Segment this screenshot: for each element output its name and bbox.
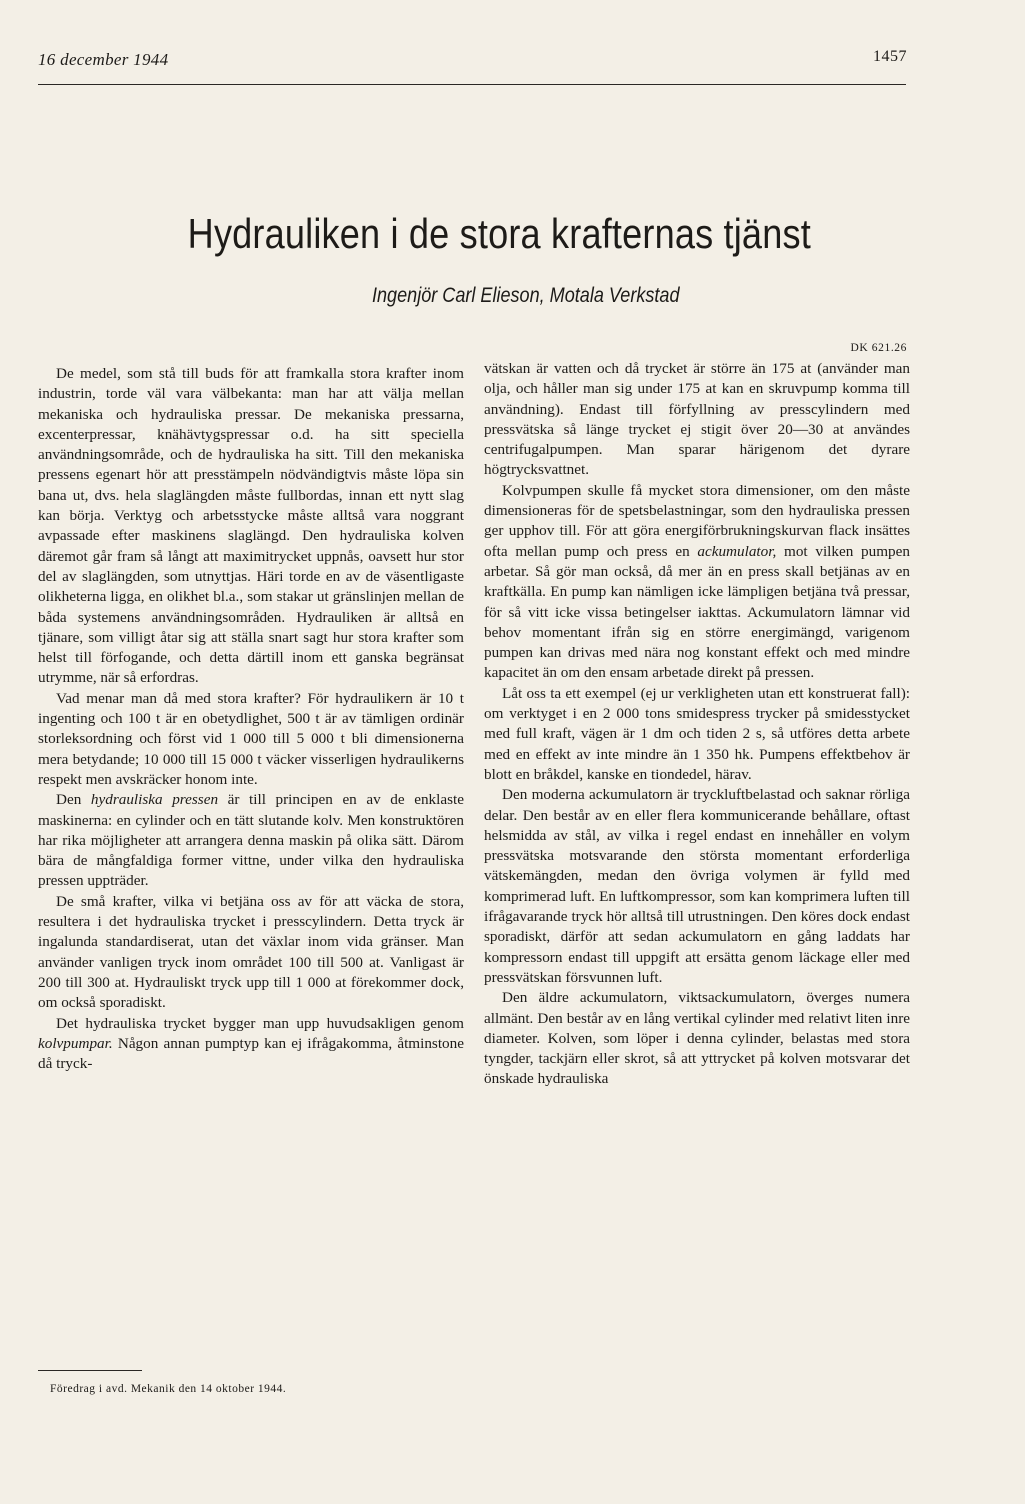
paragraph: De medel, som stå till buds för att framkalla stora krafter inom industrin, torde väl vara välbekanta: man har att välja mellan mekaniska och hydrauliska pressar. De mekaniska pressarna, excenterpressar, knähävtygspressar o.d. ha sitt speciella användningsområde, och de hydrauliska ha sitt. Till den mekaniska pressens egenart hör att presstämpeln nödvändigtvis måste löpa sin bana ut, dvs. hela slaglängden måste fullbordas, innan ett nytt slag kan börja. Verktyg och arbetsstycke måste alltså vara noggrant avpassade efter maskinens slaglängd. Den hydrauliska kolven däremot går fram så långt att maximitrycket uppnås, oavsett hur stor del av slaglängden, som utnyttjas. Häri torde en av de väsentligaste olikheterna ligga, en olikhet bl.a., som stakar ut gränslinjen mellan de båda systemens användningsområden. Hydrauliken är alltså en tjänare, som villigt åtar sig att ställa snart sagt hur stora krafter som helst till förfogande, och detta därtill inom ett ganska begränsat utrymme, när så erfordras. bbox=[38, 365, 464, 687]
text-run: Kolvpumpen skulle få mycket stora dimensioner, om den måste dimensioneras för de spetsbelastningar, som den hydrauliska pressen ger upphov till. För att göra energiförbrukningskurvan flack insättes ofta mellan pump och press en bbox=[484, 481, 910, 560]
header-rule bbox=[38, 84, 906, 85]
text-run: Någon annan pumptyp kan ej ifrågakomma, åtminstone då tryck- bbox=[38, 1034, 464, 1073]
emphasized-term: kolvpumpar. bbox=[38, 1034, 113, 1052]
paragraph: De små krafter, vilka vi betjäna oss av för att väcka de stora, resultera i det hydrauliska trycket i presscylindern. Detta tryck är ingalunda standardiserat, utan det växlar inom vida gränser. Man använder vanligen tryck inom området 100 till 500 at. Vanligast är 200 till 300 at. Hydrauliskt tryck upp till 1 000 at förekommer dock, om också sporadiskt. bbox=[38, 892, 464, 1012]
paragraph: Låt oss ta ett exempel (ej ur verkligheten utan ett konstruerat fall): om verktyget i en 2 000 tons smidespress trycker på smidesstycket med full kraft, vägen är 1 dm och tiden 2 s, så utföres detta arbete med en effekt av inte mindre än 1 350 hk. Pumpens effektbehov är blott en bråkdel, kanske en tiondedel, härav. bbox=[484, 684, 910, 783]
emphasized-term: ackumulator, bbox=[697, 542, 777, 560]
page-number: 1457 bbox=[873, 48, 907, 65]
paragraph: Vad menar man då med stora krafter? För hydraulikern är 10 t ingenting och 100 t är en obetydlighet, 500 t är av tämligen ordinär storleksordning och först vid 1 000 till 5 000 t bli dimensionerna mera betydande; 10 000 till 15 000 t väcker visserligen hydraulikerns respekt men avskräcker honom inte. bbox=[38, 689, 464, 788]
paragraph bbox=[38, 1014, 464, 1075]
paragraph: vätskan är vatten och då trycket är större än 175 at (använder man olja, och håller man sig under 175 at kan en skruvpump komma till användning). Endast till förfyllning av presscylindern med pressvätska så länge trycket ej stigit över 20—30 at användes centrifugalpumpen. Man sparar härigenom det dyrare högtrycksvattnet. bbox=[484, 360, 910, 479]
text-run: mot vilken pumpen arbetar. Så gör man också, då mer än en press skall betjänas av en kraftkälla. En pump kan nämligen icke lämpligen betjäna två pressar, för så vitt icke vissa betingelser iakttas. Ackumulatorn lämnar vid behov momentant ifrån sig en större energimängd, varigenom pumpen kan drivas med nära nog konstant effekt och med mindre kapacitet än om den ensam arbetade direkt på pressen. bbox=[484, 542, 910, 682]
paragraph bbox=[484, 481, 910, 684]
text-run: Det hydrauliska trycket bygger man upp huvudsakligen genom bbox=[56, 1014, 464, 1032]
article-title: Hydrauliken i de stora krafternas tjänst bbox=[187, 210, 811, 257]
emphasized-term: hydrauliska pressen bbox=[90, 791, 219, 809]
text-run: Den bbox=[56, 791, 91, 809]
paragraph: Den äldre ackumulatorn, viktsackumulatorn, överges numera allmänt. Den består av en lång vertikal cylinder med relativt liten inre diameter. Kolven, som löper i denna cylinder, belastas med stora tyngder, tackjärn eller skrot, så att yttrycket på kolven motsvarar det önskade hydrauliska bbox=[484, 989, 910, 1088]
classification-code: DK 621.26 bbox=[850, 342, 907, 354]
article-author: Ingenjör Carl Elieson, Motala Verkstad bbox=[372, 284, 680, 307]
footnote-rule bbox=[38, 1370, 142, 1371]
issue-date: 16 december 1944 bbox=[38, 50, 169, 69]
paragraph: Den moderna ackumulatorn är tryckluftbelastad och saknar rörliga delar. Den består av en eller flera kommunicerande behållare, oftast helsmidda av stål, av vilka i regel endast en innehåller en volym pressvätska motsvarande den största momentant erforderliga vätskemängden, medan den övriga volymen är fylld med komprimerad luft. En luftkompressor, som kan komprimera luften till ifrågavarande tryck hör alltså till utrustningen. Den köres dock endast sporadiskt, därför att sedan ackumulatorn en gång laddats har kompressorn endast till uppgift att ersätta genom läckage eller med pressvätskan försvunnen luft. bbox=[484, 786, 910, 986]
paragraph bbox=[38, 790, 464, 891]
left-column bbox=[38, 364, 464, 1074]
right-column bbox=[484, 359, 910, 1090]
footnote: Föredrag i avd. Mekanik den 14 oktober 1944. bbox=[50, 1383, 287, 1395]
text-run: är till principen en av de enklaste maskinerna: en cylinder och en tätt slutande kolv. Men konstruktören har rika möjligheter att arrangera denna maskin på olika sätt. Därom bära de mångfaldiga former vittne, under vilka den hydrauliska pressen uppträder. bbox=[38, 791, 464, 890]
